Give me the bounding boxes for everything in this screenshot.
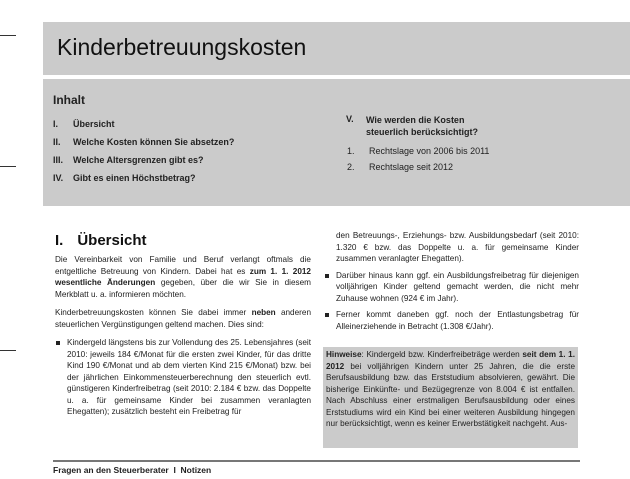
bullet-item: Kindergeld längstens bis zur Vollendung des 25. Lebensjahres (seit 2010: jeweils 184 €/Monat für die ersten zwei Kinder, für das dritte Kind 190 €/Monat und ab dem vierten Kind 215 €/Monat) bzw. bei der jährlichen Einkommensteuerberechnung den steuerlich evtl. günstigeren Kinderfreibetrag (seit 2010: 2.184 € bzw. das Doppelte u. a. für gemeinsame Kinder bei zusammen veranlagten Ehegatten); zusätzlich besteht ein Freibetrag für bbox=[55, 337, 311, 418]
text-run: anderen steuerlichen Vergünstigungen geltend machen. Dies sind: bbox=[55, 308, 311, 329]
toc-heading: Inhalt bbox=[53, 93, 85, 107]
paragraph bbox=[55, 307, 311, 330]
toc-item-label: Übersicht bbox=[73, 119, 115, 129]
margin-mark bbox=[0, 166, 16, 167]
section-title: Übersicht bbox=[77, 232, 147, 249]
toc-item-number: III. bbox=[53, 155, 64, 165]
bold-text: seit dem 1. 1. 2012 bbox=[326, 350, 575, 371]
toc-item-label: Welche Altersgrenzen gibt es? bbox=[73, 155, 204, 165]
margin-mark bbox=[0, 35, 16, 36]
document-title: Kinderbetreuungskosten bbox=[57, 34, 307, 60]
text-run: Kinderbetreuungskosten können Sie dabei immer bbox=[55, 308, 252, 317]
page-footer: Fragen an den Steuerberater I Notizen bbox=[53, 465, 212, 475]
toc-item-label-line: Wie werden die Kosten bbox=[366, 115, 465, 125]
bullet-item: Ferner kommt daneben ggf. noch der Entlastungsbetrag für Alleinerziehende in Betracht (1.308 €/Jahr). bbox=[324, 309, 579, 332]
toc-subitem-number: 2. bbox=[347, 162, 355, 172]
intro-paragraph bbox=[55, 254, 311, 300]
footer-divider bbox=[53, 460, 580, 462]
section-number: I. bbox=[55, 232, 64, 249]
toc-subitem-label: Rechtslage seit 2012 bbox=[369, 162, 454, 172]
toc-subitem-number: 1. bbox=[347, 146, 355, 156]
toc-item-number: V. bbox=[346, 114, 354, 124]
left-column bbox=[55, 254, 311, 418]
toc-item-label: Welche Kosten können Sie absetzen? bbox=[73, 137, 235, 147]
toc-item-label bbox=[366, 114, 478, 138]
toc-item-number: II. bbox=[53, 137, 61, 147]
bullet-continuation: den Betreuungs-, Erziehungs- bzw. Ausbildungsbedarf (seit 2010: 1.320 € bzw. das Doppelte u. a. für gemeinsame Kinder zusammen veranlagter Ehegatten). bbox=[336, 231, 579, 263]
toc-item-number: IV. bbox=[53, 173, 64, 183]
text-run: Die Vereinbarkeit von Familie und Beruf verlangt oftmals die entgeltliche Betreuung von Kindern. Dabei hat es bbox=[55, 255, 311, 276]
section-heading bbox=[55, 232, 147, 249]
bold-text: zum 1. 1. 2012 wesentliche Änderungen bbox=[55, 266, 311, 287]
toc-subitem-label: Rechtslage von 2006 bis 2011 bbox=[369, 146, 490, 156]
bold-text: neben bbox=[251, 308, 276, 317]
text-run: gegeben, über die wir Sie in diesem Merkblatt u. a. informieren möchten. bbox=[55, 278, 311, 299]
toc-item-number: I. bbox=[53, 119, 59, 129]
text-run: bei volljährigen Kindern unter 25 Jahren, die die erste Berufsausbildung bzw. das Erststudium absolvieren, gewährt. Die bisherige Einkünfte- und Bezügegrenze von 8.004 € ist entfallen. Nach Abschluss einer erstmaligen Berufsausbildung oder eines Erststudiums wird ein Kind bei einer weiteren Ausbildung hingegen nur berücksichtigt, wenn es keiner Erwerbstätigkeit nachgeht. Aus- bbox=[326, 361, 575, 428]
hint-label: Hinweise bbox=[326, 350, 362, 359]
margin-mark bbox=[0, 350, 16, 351]
table-of-contents bbox=[43, 79, 630, 206]
title-banner bbox=[43, 22, 630, 75]
hint-box bbox=[323, 347, 578, 448]
text-run: : Kindergeld bzw. Kinderfreibeträge werden bbox=[361, 350, 523, 359]
toc-item-label: Gibt es einen Höchstbetrag? bbox=[73, 173, 196, 183]
right-column bbox=[324, 230, 579, 332]
bullet-item: Darüber hinaus kann ggf. ein Ausbildungsfreibetrag für diejenigen volljährigen Kinder geltend gemacht werden, die nicht mehr Zuhause wohnen (924 € im Jahr). bbox=[324, 270, 579, 305]
toc-item-label-line: steuerlich berücksichtigt? bbox=[366, 127, 479, 137]
